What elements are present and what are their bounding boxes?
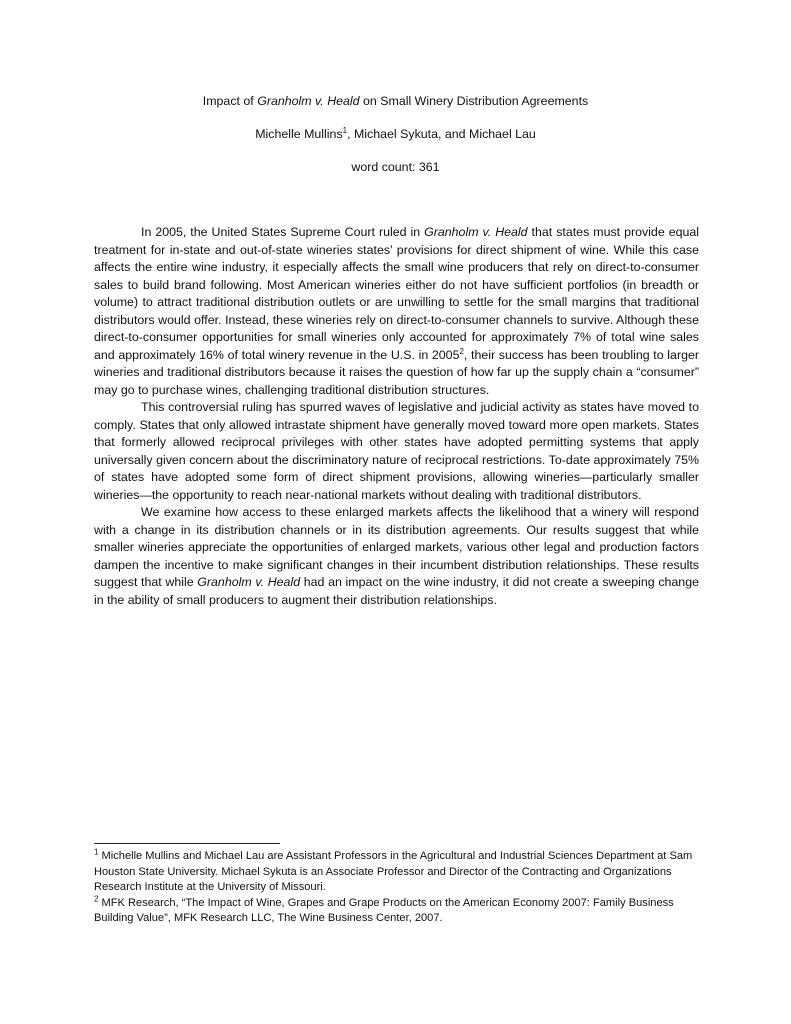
title-prefix: Impact of: [202, 94, 258, 108]
paper-title: [0, 94, 791, 108]
title-suffix: on Small Winery Distribution Agreements: [359, 94, 589, 108]
word-count: word count: 361: [351, 160, 440, 174]
p1-text-b: that states must provide equal treatment for in-state and out-of-state wineries states’ provisions for direct shipment of wine. While this case affects the entire wine industry, it especially affects the small wine producers that rely on direct-to-consumer sales to build brand following. Most American wineries either do not have sufficient portfolios (in breadth or volume) to attract traditional distribution outlets or are unwilling to settle for the small margins that traditional distributors would offer. Instead, these wineries rely on direct-to-consumer channels to survive. Although these direct-to-consumer opportunities for small wineries only accounted for approximately 7% of total wine sales and approximately 16% of total winery revenue in the U.S. in 2005: [94, 225, 700, 362]
footnote-2: [94, 896, 704, 927]
paragraph-3: [94, 504, 699, 609]
footnote-2-text: MFK Research, “The Impact of Wine, Grapes and Grape Products on the American Economy 2007: Family Business Building Value”, MFK Research LLC, The Wine Business Center, 2007.: [94, 896, 674, 925]
p3-text-b: had an impact on the wine industry, it did not create a sweeping change in the ability of small producers to augment their distribution relationships.: [94, 575, 699, 607]
author-first: Michelle Mullins: [255, 127, 343, 141]
title-case-name: Granholm v. Heald: [257, 94, 360, 108]
footnote-1: [94, 849, 704, 896]
footnote-ref-2: 2: [459, 346, 464, 356]
footnote-separator: [94, 843, 280, 844]
p1-text-a: In 2005, the United States Supreme Court ruled in: [141, 225, 425, 239]
footnote-2-number: 2: [94, 894, 99, 904]
p3-case-name: Granholm v. Heald: [197, 575, 301, 589]
author-line: [0, 127, 791, 141]
footnotes: [94, 849, 704, 927]
p1-text-c: , their success has been troubling to larger wineries and traditional distributors because it raises the question of how far up the supply chain a “consumer” may go to purchase wines, challenging traditional distribution structures.: [94, 347, 699, 397]
paragraph-1: [94, 224, 699, 399]
abstract-body: [94, 224, 699, 609]
p3-text-a: We examine how access to these enlarged markets affects the likelihood that a winery will respond with a change in its distribution channels or in its distribution agreements. Our results suggest that while smaller wineries appreciate the opportunities of enlarged markets, various other legal and production factors dampen the incentive to make significant changes in their incumbent distribution relationships. These results suggest that while: [94, 505, 699, 589]
footnote-ref-1: 1: [342, 125, 348, 135]
p1-case-name: Granholm v. Heald: [424, 225, 528, 239]
footnote-1-number: 1: [94, 847, 99, 857]
paragraph-2: This controversial ruling has spurred waves of legislative and judicial activity as states have moved to comply. States that only allowed intrastate shipment have generally moved toward more open markets. States that formerly allowed reciprocal privileges with other states have adopted permitting systems that apply universally given concern about the discriminatory nature of reciprocal restrictions. To-date approximately 75% of states have adopted some form of direct shipment provisions, allowing wineries—particularly smaller wineries—the opportunity to reach near-national markets without dealing with traditional distributors.: [94, 400, 699, 502]
footnote-1-text: Michelle Mullins and Michael Lau are Assistant Professors in the Agricultural and Industrial Sciences Department at Sam Houston State University. Michael Sykuta is an Associate Professor and Director of the Contracting and Organizations Research Institute at the University of Missouri.: [94, 850, 693, 894]
authors-rest: , Michael Sykuta, and Michael Lau: [347, 127, 536, 141]
